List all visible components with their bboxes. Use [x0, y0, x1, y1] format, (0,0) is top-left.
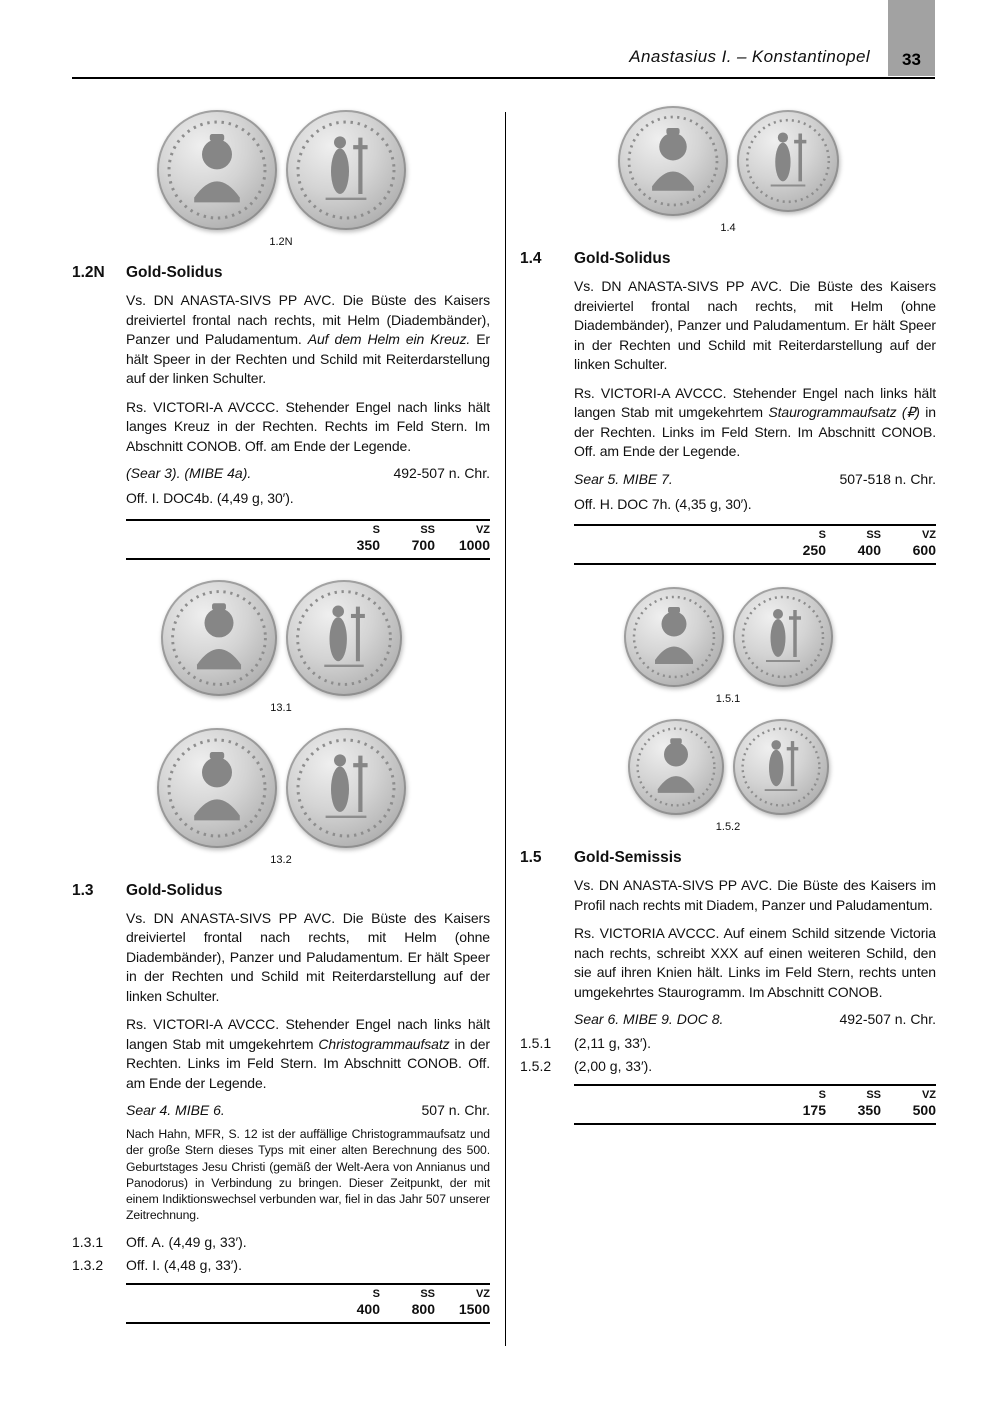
text-segment: Off. I. DOC4b. (4,49 g, 30′). — [126, 490, 294, 506]
price-value: 800 — [411, 1300, 435, 1317]
entry-title: Gold-Solidus — [126, 881, 223, 899]
price-value: 250 — [802, 542, 826, 558]
coin-reverse-photo — [733, 587, 833, 687]
price-table — [126, 519, 490, 560]
subentry-text: Off. I. (4,48 g, 33′). — [126, 1256, 242, 1273]
text-segment-italic: Staurogrammaufsatz (₽) — [768, 404, 920, 420]
entry-number: 1.2N — [72, 264, 105, 281]
price-value: 1500 — [458, 1300, 490, 1317]
coin-reverse-photo — [733, 719, 829, 815]
subentry-1-5-2 — [520, 1058, 936, 1074]
obverse-description — [126, 291, 490, 389]
price-col-header: S — [818, 529, 826, 541]
entry-1-4 — [520, 250, 936, 565]
price-table — [574, 524, 936, 565]
price-value: 400 — [857, 542, 881, 558]
coin-obverse-photo — [624, 587, 724, 687]
entry-number: 1.4 — [520, 250, 542, 267]
reference-citation: Sear 4. MIBE 6. — [126, 1102, 225, 1118]
reference-citation: Sear 5. MIBE 7. — [574, 470, 673, 487]
coin-pair — [520, 719, 936, 815]
subentry-1-3-1 — [72, 1234, 490, 1250]
reverse-description — [126, 1015, 490, 1093]
obverse-description — [126, 909, 490, 1007]
price-value: 1000 — [458, 536, 490, 553]
price-header-row — [574, 1089, 936, 1101]
figure-1-4 — [520, 106, 936, 234]
text-segment: Off. H. DOC 7h. (4,35 g, 30′). — [574, 495, 752, 512]
entry-heading — [72, 882, 490, 900]
price-table — [126, 1283, 490, 1324]
figure-1-2n — [72, 110, 490, 248]
figure-1-3-2 — [72, 728, 490, 866]
text-segment-italic: Auf dem Helm ein Kreuz. — [307, 331, 471, 347]
coin-reverse-photo — [737, 110, 839, 212]
price-value: 500 — [912, 1102, 936, 1118]
text-segment: Vs. DN ANASTA-SIVS PP AVC. Die Büste des Kaisers dreiviertel frontal nach rechts, mit Helm (Diadembänder), Panzer und Paludamentum. — [126, 292, 490, 347]
reverse-description — [574, 384, 936, 462]
coin-pair — [520, 106, 936, 216]
price-col-header: VZ — [475, 1287, 490, 1300]
price-col-header: S — [818, 1089, 826, 1101]
price-col-header: VZ — [475, 523, 490, 536]
left-column — [72, 96, 490, 1324]
figure-1-5-1 — [520, 587, 936, 705]
figure-1-3-1 — [72, 580, 490, 714]
entry-number: 1.3 — [72, 881, 94, 899]
text-segment-italic: Christogrammaufsatz — [318, 1035, 450, 1052]
reference-line — [574, 1011, 936, 1027]
entry-heading — [520, 250, 936, 268]
price-value: 700 — [411, 536, 435, 553]
obverse-description — [574, 277, 936, 375]
subentry-number: 1.5.2 — [520, 1058, 552, 1074]
entry-title: Gold-Solidus — [126, 264, 223, 281]
coin-obverse-photo — [618, 106, 728, 216]
text-segment: Rs. VICTORI-A AVCCC. Stehender Engel nach links hält langen Stab mit umgekehrtem — [126, 1016, 490, 1052]
date-range: 492-507 n. Chr. — [839, 1011, 936, 1027]
coin-obverse-photo — [628, 719, 724, 815]
entry-number: 1.5 — [520, 849, 542, 866]
coin-obverse-photo — [161, 580, 277, 696]
price-value-row — [126, 1301, 490, 1317]
figure-caption: 13.1 — [270, 701, 292, 714]
entry-1-2n — [72, 264, 490, 560]
text-segment: Rs. VICTORIA AVCCC. Auf einem Schild sitzende Victoria nach rechts, schreibt XXX auf einen weiteren Schild, den sie auf ihren Knien hält. Links im Feld Stern, rechts unten umgekehrtes Staurogramm. Im Abschnitt CONOB. — [574, 925, 936, 1000]
text-segment: Vs. DN ANASTA-SIVS PP AVC. Die Büste des Kaisers dreiviertel frontal nach rechts, mit Helm (ohne Diadembänder), Panzer und Paludamentum. Er hält Speer in der Rechten und Schild mit Reiterdarstellung auf der linken Schulter. — [126, 909, 490, 1004]
coin-pair — [520, 587, 936, 687]
reference-line — [574, 471, 936, 487]
coin-reverse-photo — [286, 728, 406, 848]
coin-pair — [72, 580, 490, 696]
price-header-row — [574, 529, 936, 541]
price-header-row — [126, 1288, 490, 1300]
price-table — [574, 1084, 936, 1125]
entry-heading — [72, 264, 490, 282]
figure-caption: 1.2N — [269, 236, 293, 248]
subentry-number: 1.3.2 — [72, 1256, 104, 1273]
page-number-box — [888, 0, 935, 76]
officina-line — [126, 489, 490, 509]
price-col-header: S — [372, 1287, 380, 1300]
text-segment: in der Rechten. Links im Feld Stern. Im Abschnitt CONOB. Off. am Ende der Legende. — [126, 1035, 490, 1091]
entry-title: Gold-Semissis — [574, 849, 682, 866]
figure-1-5-2 — [520, 719, 936, 833]
text-segment: Rs. VICTORI-A AVCCC. Stehender Engel nach links hält langes Kreuz in der Rechten. Rechts im Feld Stern. Im Abschnitt CONOB. Off. am Ende der Legende. — [126, 398, 490, 454]
subentry-text: (2,11 g, 33′). — [574, 1035, 652, 1051]
price-value-row — [574, 1102, 936, 1118]
entry-1-3 — [72, 882, 490, 1324]
reverse-description — [126, 398, 490, 457]
date-range: 507 n. Chr. — [421, 1102, 490, 1118]
price-col-header: SS — [866, 529, 881, 541]
price-col-header: VZ — [921, 529, 936, 541]
subentry-number: 1.5.1 — [520, 1035, 552, 1051]
entry-heading — [520, 849, 936, 867]
text-segment: Rs. VICTORI-A AVCCC. Stehender Engel nach links hält langen Stab mit umgekehrtem — [574, 384, 936, 420]
commentary-note: Nach Hahn, MFR, S. 12 ist der auffällige Christogrammaufsatz und der große Stern dieses Typs mit einer alten Berechnung des 500. Geburtstages Jesu Christi (gemäß der Welt-Aera von Annianus und Panodorus) in Verbindung zu bringen. Dieser Zeitpunkt, der mit einem Indiktionswechsel verbunden war, fiel in das Jahr 507 unserer Zeitrechnung. — [126, 1127, 490, 1223]
price-value: 350 — [857, 1102, 881, 1118]
price-value-row — [126, 537, 490, 553]
price-value: 600 — [912, 542, 936, 558]
subentry-text: (2,00 g, 33′). — [574, 1058, 653, 1074]
subentry-1-5-1 — [520, 1035, 936, 1051]
entry-title: Gold-Solidus — [574, 250, 671, 267]
text-segment: Vs. DN ANASTA-SIVS PP AVC. Die Büste des Kaisers im Profil nach rechts mit Diadem, Panzer und Paludamentum. — [574, 877, 936, 913]
subentry-number: 1.3.1 — [72, 1233, 104, 1250]
figure-caption: 1.5.2 — [715, 821, 741, 833]
date-range: 507-518 n. Chr. — [839, 470, 936, 487]
figure-caption: 1.4 — [720, 222, 736, 234]
price-col-header: SS — [420, 523, 435, 536]
price-col-header: VZ — [921, 1089, 936, 1101]
text-segment: in der Rechten. Links im Feld Stern. Im Abschnitt CONOB. Off. am Ende der Legende. — [574, 404, 936, 459]
coin-pair — [72, 728, 490, 848]
running-head: Anastasius I. – Konstantinopel — [629, 47, 870, 66]
reference-citation: Sear 6. MIBE 9. DOC 8. — [574, 1011, 724, 1027]
reference-line — [126, 1102, 490, 1118]
date-range: 492-507 n. Chr. — [393, 465, 490, 481]
header-rule — [72, 77, 935, 79]
price-col-header: S — [372, 523, 380, 536]
figure-caption: 1.5.1 — [715, 693, 741, 705]
subentry-1-3-2 — [72, 1257, 490, 1273]
entry-1-5 — [520, 849, 936, 1125]
officina-line — [574, 495, 936, 515]
column-divider — [505, 112, 506, 1346]
price-value-row — [574, 542, 936, 558]
reference-line — [126, 465, 490, 481]
coin-reverse-photo — [286, 580, 402, 696]
page-number: 33 — [902, 50, 921, 69]
price-value: 350 — [356, 536, 380, 553]
price-header-row — [126, 524, 490, 536]
coin-obverse-photo — [157, 110, 277, 230]
subentry-text: Off. A. (4,49 g, 33′). — [126, 1233, 247, 1250]
price-value: 400 — [356, 1300, 380, 1317]
coin-pair — [72, 110, 490, 230]
price-col-header: SS — [420, 1287, 435, 1300]
right-column — [520, 96, 936, 1125]
coin-reverse-photo — [286, 110, 406, 230]
price-value: 175 — [802, 1102, 826, 1118]
obverse-description — [574, 876, 936, 915]
price-col-header: SS — [866, 1089, 881, 1101]
figure-caption: 13.2 — [270, 853, 292, 866]
text-segment: Er hält Speer in der Rechten und Schild mit Reiterdarstellung auf der linken Schulter. — [126, 331, 490, 386]
coin-obverse-photo — [157, 728, 277, 848]
reverse-description — [574, 924, 936, 1002]
reference-citation: (Sear 3). (MIBE 4a). — [126, 465, 252, 481]
text-segment: Vs. DN ANASTA-SIVS PP AVC. Die Büste des Kaisers dreiviertel frontal nach rechts, mit Helm (ohne Diadembänder), Panzer und Paludamentum. Er hält Speer in der Rechten und Schild mit Reiterdarstellung auf der linken Schulter. — [574, 278, 936, 372]
